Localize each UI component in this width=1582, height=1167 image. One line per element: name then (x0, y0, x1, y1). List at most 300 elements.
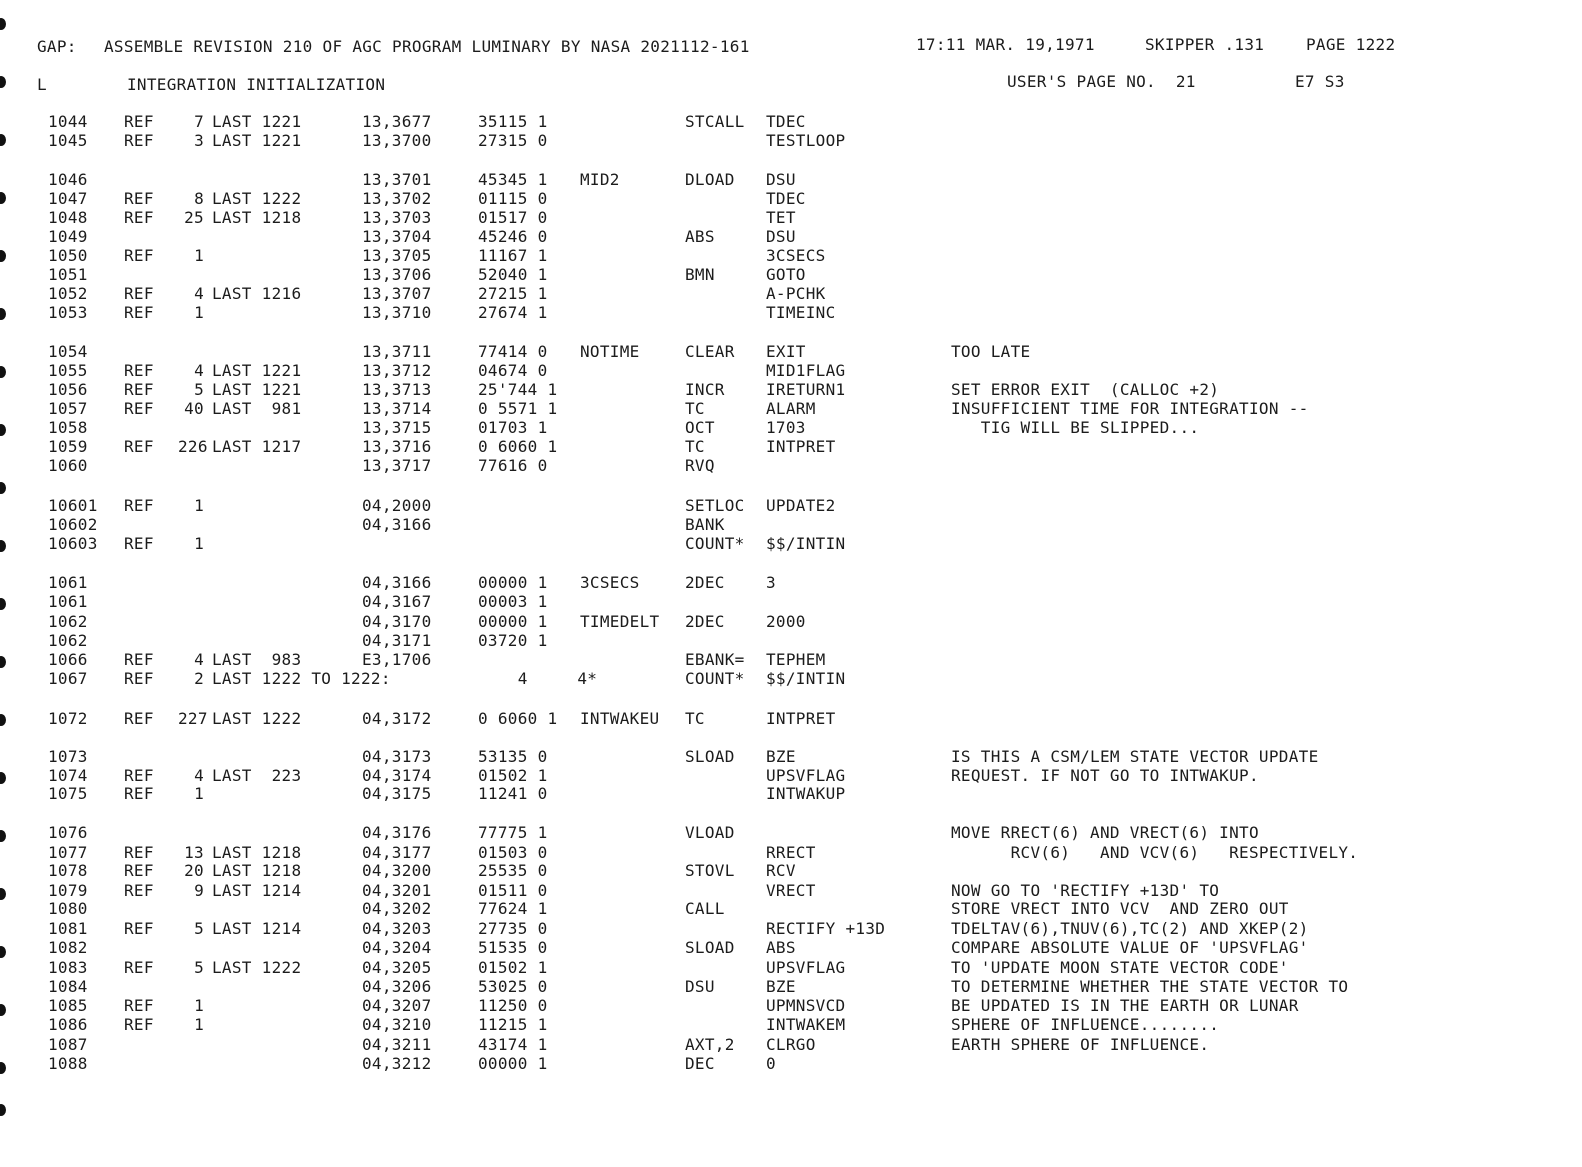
address: 13,3703 (362, 208, 432, 227)
line-number: 1061 (48, 592, 88, 611)
ref-tag: REF (124, 189, 154, 208)
last-ref: LAST 1222 (212, 958, 302, 977)
ref-tag: REF (124, 131, 154, 150)
last-ref: LAST 1218 (212, 861, 302, 880)
symbol-label: TIMEDELT (580, 612, 660, 631)
operand: TDEC (766, 112, 806, 131)
ref-tag: REF (124, 861, 154, 880)
address: 13,3713 (362, 380, 432, 399)
octal-code: 77414 0 (478, 342, 548, 361)
ref-count: 13 (184, 843, 204, 862)
ref-count: 25 (184, 208, 204, 227)
line-number: 1074 (48, 766, 88, 785)
address: 04,3201 (362, 881, 432, 900)
octal-code: 0 6060 1 (478, 437, 558, 456)
line-number: 1045 (48, 131, 88, 150)
line-number: 1059 (48, 437, 88, 456)
operand: 3 (766, 573, 776, 592)
page-number: PAGE 1222 (1306, 35, 1396, 54)
comment: TO DETERMINE WHETHER THE STATE VECTOR TO (951, 977, 1349, 996)
margin-hole-mark (0, 482, 6, 494)
octal-code: 00003 1 (478, 592, 548, 611)
address: 04,3206 (362, 977, 432, 996)
address: 13,3704 (362, 227, 432, 246)
octal-code: 01503 0 (478, 843, 548, 862)
line-number: 1054 (48, 342, 88, 361)
opcode: TC (685, 437, 705, 456)
ref-count: 4 (194, 284, 204, 303)
operand: INTPRET (766, 437, 836, 456)
octal-code: 01502 1 (478, 766, 548, 785)
comment: COMPARE ABSOLUTE VALUE OF 'UPSVFLAG' (951, 938, 1309, 957)
ref-count: 226 (178, 437, 208, 456)
operand: TIMEINC (766, 303, 836, 322)
address: 13,3705 (362, 246, 432, 265)
listing-row (0, 631, 1582, 650)
operand: 2000 (766, 612, 806, 631)
address: 04,3207 (362, 996, 432, 1015)
listing-row (0, 573, 1582, 592)
listing-mark: L (37, 75, 47, 94)
listing-row (0, 899, 1582, 918)
line-number: 10602 (48, 515, 98, 534)
address: 13,3701 (362, 170, 432, 189)
listing-row (0, 747, 1582, 766)
symbol-label: INTWAKEU (580, 709, 660, 728)
line-number: 1087 (48, 1035, 88, 1054)
ref-count: 1 (194, 1015, 204, 1034)
octal-code: 45345 1 (478, 170, 548, 189)
octal-code: 45246 0 (478, 227, 548, 246)
operand: ABS (766, 938, 796, 957)
octal-code: 01115 0 (478, 189, 548, 208)
assembly-title: ASSEMBLE REVISION 210 OF AGC PROGRAM LUMINARY BY NASA 2021112-161 (104, 37, 750, 56)
line-number: 1052 (48, 284, 88, 303)
ref-count: 8 (194, 189, 204, 208)
ref-tag: REF (124, 399, 154, 418)
line-number: 1073 (48, 747, 88, 766)
line-number: 10601 (48, 496, 98, 515)
line-number: 1086 (48, 1015, 88, 1034)
operand: MID1FLAG (766, 361, 846, 380)
octal-code: 27735 0 (478, 919, 548, 938)
comment: SPHERE OF INFLUENCE........ (951, 1015, 1220, 1034)
line-number: 1084 (48, 977, 88, 996)
octal-code: 77775 1 (478, 823, 548, 842)
operand: ALARM (766, 399, 816, 418)
octal-code: 77624 1 (478, 899, 548, 918)
address: 04,3210 (362, 1015, 432, 1034)
ref-count: 1 (194, 246, 204, 265)
line-number: 1075 (48, 784, 88, 803)
octal-code: 4 4* (478, 669, 598, 688)
line-number: 1067 (48, 669, 88, 688)
listing-row (0, 131, 1582, 150)
listing-row (0, 208, 1582, 227)
operand: UPDATE2 (766, 496, 836, 515)
octal-code: 00000 1 (478, 612, 548, 631)
ref-count: 1 (194, 534, 204, 553)
opcode: BANK (685, 515, 725, 534)
line-number: 1048 (48, 208, 88, 227)
ref-tag: REF (124, 843, 154, 862)
listing-row (0, 1054, 1582, 1073)
operand: VRECT (766, 881, 816, 900)
ref-count: 4 (194, 650, 204, 669)
line-number: 1044 (48, 112, 88, 131)
ref-tag: REF (124, 784, 154, 803)
comment: TIG WILL BE SLIPPED... (951, 418, 1200, 437)
opcode: TC (685, 709, 705, 728)
ref-tag: REF (124, 996, 154, 1015)
listing-row (0, 399, 1582, 418)
address: 04,3166 (362, 573, 432, 592)
last-ref: LAST 1221 (212, 361, 302, 380)
octal-code: 0 6060 1 (478, 709, 558, 728)
ref-tag: REF (124, 112, 154, 131)
operand: RCV (766, 861, 796, 880)
address: 04,3170 (362, 612, 432, 631)
address: 04,3167 (362, 592, 432, 611)
ref-count: 4 (194, 361, 204, 380)
listing-row (0, 843, 1582, 862)
operand: A-PCHK (766, 284, 826, 303)
last-ref: LAST 1218 (212, 843, 302, 862)
ref-count: 4 (194, 766, 204, 785)
comment: IS THIS A CSM/LEM STATE VECTOR UPDATE (951, 747, 1319, 766)
operand: $$/INTIN (766, 534, 846, 553)
listing-row (0, 342, 1582, 361)
line-number: 1081 (48, 919, 88, 938)
margin-hole-mark (0, 76, 6, 88)
address: 13,3710 (362, 303, 432, 322)
line-number: 1080 (48, 899, 88, 918)
ref-tag: REF (124, 1015, 154, 1034)
last-ref: LAST 223 (212, 766, 302, 785)
ref-count: 227 (178, 709, 208, 728)
comment: SET ERROR EXIT (CALLOC +2) (951, 380, 1220, 399)
comment: INSUFFICIENT TIME FOR INTEGRATION -- (951, 399, 1309, 418)
address: 04,3204 (362, 938, 432, 957)
octal-code: 43174 1 (478, 1035, 548, 1054)
operand: TEPHEM (766, 650, 826, 669)
octal-code: 11250 0 (478, 996, 548, 1015)
opcode: COUNT* (685, 669, 745, 688)
address: 04,3174 (362, 766, 432, 785)
address: 13,3716 (362, 437, 432, 456)
operand: CLRGO (766, 1035, 816, 1054)
octal-code: 0 5571 1 (478, 399, 558, 418)
operand: UPMNSVCD (766, 996, 846, 1015)
address: 04,3212 (362, 1054, 432, 1073)
octal-code: 27215 1 (478, 284, 548, 303)
octal-code: 25'744 1 (478, 380, 558, 399)
margin-hole-mark (0, 1104, 6, 1116)
address: 13,3714 (362, 399, 432, 418)
octal-code: 01511 0 (478, 881, 548, 900)
opcode: BMN (685, 265, 715, 284)
listing-row (0, 303, 1582, 322)
ref-count: 5 (194, 958, 204, 977)
operand: 1703 (766, 418, 806, 437)
ref-tag: REF (124, 709, 154, 728)
assembler-tag: GAP: (37, 37, 77, 56)
address: 04,3203 (362, 919, 432, 938)
address: 13,3717 (362, 456, 432, 475)
line-number: 1062 (48, 631, 88, 650)
ref-tag: REF (124, 208, 154, 227)
opcode: DLOAD (685, 170, 735, 189)
listing-row (0, 996, 1582, 1015)
ref-count: 5 (194, 380, 204, 399)
listing-row (0, 592, 1582, 611)
opcode: CALL (685, 899, 725, 918)
listing-row (0, 1015, 1582, 1034)
octal-code: 35115 1 (478, 112, 548, 131)
ref-count: 1 (194, 784, 204, 803)
section-codes: E7 S3 (1295, 72, 1345, 91)
operand: RECTIFY +13D (766, 919, 886, 938)
listing-row (0, 361, 1582, 380)
line-number: 1046 (48, 170, 88, 189)
comment: EARTH SPHERE OF INFLUENCE. (951, 1035, 1210, 1054)
ref-count: 5 (194, 919, 204, 938)
opcode: STOVL (685, 861, 735, 880)
octal-code: 25535 0 (478, 861, 548, 880)
line-number: 1057 (48, 399, 88, 418)
opcode: 2DEC (685, 612, 725, 631)
address: 13,3702 (362, 189, 432, 208)
operand: RRECT (766, 843, 816, 862)
operand: INTWAKEM (766, 1015, 846, 1034)
opcode: SLOAD (685, 747, 735, 766)
comment: STORE VRECT INTO VCV AND ZERO OUT (951, 899, 1289, 918)
line-number: 1061 (48, 573, 88, 592)
opcode: CLEAR (685, 342, 735, 361)
operand: INTPRET (766, 709, 836, 728)
last-ref: LAST 1222 (212, 189, 302, 208)
listing-row (0, 977, 1582, 996)
octal-code: 51535 0 (478, 938, 548, 957)
listing-row (0, 437, 1582, 456)
octal-code: 53025 0 (478, 977, 548, 996)
ref-tag: REF (124, 284, 154, 303)
listing-row (0, 766, 1582, 785)
line-number: 1062 (48, 612, 88, 631)
comment: RCV(6) AND VCV(6) RESPECTIVELY. (951, 843, 1359, 862)
operand: DSU (766, 227, 796, 246)
address: 04,3202 (362, 899, 432, 918)
listing-row (0, 784, 1582, 803)
operand: 3CSECS (766, 246, 826, 265)
listing-row (0, 265, 1582, 284)
comment: TOO LATE (951, 342, 1031, 361)
comment: BE UPDATED IS IN THE EARTH OR LUNAR (951, 996, 1299, 1015)
ref-tag: REF (124, 361, 154, 380)
operand: TET (766, 208, 796, 227)
address: 13,3677 (362, 112, 432, 131)
octal-code: 01703 1 (478, 418, 548, 437)
operand: $$/INTIN (766, 669, 846, 688)
operand: IRETURN1 (766, 380, 846, 399)
line-number: 1077 (48, 843, 88, 862)
line-number: 1049 (48, 227, 88, 246)
listing-row (0, 919, 1582, 938)
ref-count: 7 (194, 112, 204, 131)
listing-row (0, 227, 1582, 246)
operand: TDEC (766, 189, 806, 208)
octal-code: 01517 0 (478, 208, 548, 227)
line-number: 1058 (48, 418, 88, 437)
address: 04,3175 (362, 784, 432, 803)
line-number: 1082 (48, 938, 88, 957)
address: 04,3171 (362, 631, 432, 650)
octal-code: 00000 1 (478, 1054, 548, 1073)
listing-row (0, 823, 1582, 842)
last-ref: LAST 1216 (212, 284, 302, 303)
line-number: 1053 (48, 303, 88, 322)
listing-row (0, 496, 1582, 515)
octal-code: 11167 1 (478, 246, 548, 265)
opcode: OCT (685, 418, 715, 437)
ref-count: 3 (194, 131, 204, 150)
ref-tag: REF (124, 881, 154, 900)
listing-row (0, 170, 1582, 189)
listing-row (0, 456, 1582, 475)
skipper-version: SKIPPER .131 (1145, 35, 1265, 54)
address: 13,3706 (362, 265, 432, 284)
symbol-label: MID2 (580, 170, 620, 189)
line-number: 1079 (48, 881, 88, 900)
section-title: INTEGRATION INITIALIZATION (127, 75, 386, 94)
last-ref: LAST 1217 (212, 437, 302, 456)
opcode: AXT,2 (685, 1035, 735, 1054)
ref-count: 9 (194, 881, 204, 900)
opcode: COUNT* (685, 534, 745, 553)
listing-row (0, 1035, 1582, 1054)
line-number: 1060 (48, 456, 88, 475)
listing-row (0, 669, 1582, 688)
address: 04,3173 (362, 747, 432, 766)
line-number: 10603 (48, 534, 98, 553)
listing-row (0, 246, 1582, 265)
operand: BZE (766, 747, 796, 766)
comment: REQUEST. IF NOT GO TO INTWAKUP. (951, 766, 1259, 785)
operand: 0 (766, 1054, 776, 1073)
ref-count: 40 (184, 399, 204, 418)
last-ref: LAST 1218 (212, 208, 302, 227)
listing-row (0, 380, 1582, 399)
listing-row (0, 958, 1582, 977)
ref-tag: REF (124, 380, 154, 399)
comment: MOVE RRECT(6) AND VRECT(6) INTO (951, 823, 1259, 842)
opcode: VLOAD (685, 823, 735, 842)
opcode: EBANK= (685, 650, 745, 669)
address: 04,3200 (362, 861, 432, 880)
listing-row (0, 284, 1582, 303)
line-number: 1051 (48, 265, 88, 284)
symbol-label: 3CSECS (580, 573, 640, 592)
octal-code: 53135 0 (478, 747, 548, 766)
margin-hole-mark (0, 18, 6, 30)
listing-row (0, 534, 1582, 553)
address: 04,3211 (362, 1035, 432, 1054)
listing-row (0, 189, 1582, 208)
line-number: 1083 (48, 958, 88, 977)
listing-row (0, 938, 1582, 957)
line-number: 1078 (48, 861, 88, 880)
line-number: 1085 (48, 996, 88, 1015)
listing-row (0, 112, 1582, 131)
address: 04,3177 (362, 843, 432, 862)
ref-tag: REF (124, 958, 154, 977)
listing-row (0, 418, 1582, 437)
symbol-label: NOTIME (580, 342, 640, 361)
line-number: 1056 (48, 380, 88, 399)
listing-row (0, 709, 1582, 728)
address: 04,3176 (362, 823, 432, 842)
ref-tag: REF (124, 496, 154, 515)
octal-code: 04674 0 (478, 361, 548, 380)
ref-tag: REF (124, 246, 154, 265)
ref-tag: REF (124, 303, 154, 322)
last-ref: LAST 1222 (212, 709, 302, 728)
ref-tag: REF (124, 919, 154, 938)
octal-code: 03720 1 (478, 631, 548, 650)
last-ref: LAST 1222 TO 1222: (212, 669, 391, 688)
address: 04,3172 (362, 709, 432, 728)
octal-code: 11241 0 (478, 784, 548, 803)
opcode: SLOAD (685, 938, 735, 957)
opcode: TC (685, 399, 705, 418)
last-ref: LAST 1214 (212, 881, 302, 900)
ref-count: 1 (194, 303, 204, 322)
comment: TO 'UPDATE MOON STATE VECTOR CODE' (951, 958, 1289, 977)
ref-tag: REF (124, 534, 154, 553)
ref-tag: REF (124, 669, 154, 688)
address: 04,3205 (362, 958, 432, 977)
opcode: STCALL (685, 112, 745, 131)
octal-code: 27315 0 (478, 131, 548, 150)
octal-code: 00000 1 (478, 573, 548, 592)
octal-code: 11215 1 (478, 1015, 548, 1034)
comment: NOW GO TO 'RECTIFY +13D' TO (951, 881, 1220, 900)
opcode: DEC (685, 1054, 715, 1073)
address: 13,3707 (362, 284, 432, 303)
operand: TESTLOOP (766, 131, 846, 150)
user-page-number: USER'S PAGE NO. 21 (1007, 72, 1196, 91)
ref-count: 2 (194, 669, 204, 688)
line-number: 1072 (48, 709, 88, 728)
opcode: SETLOC (685, 496, 745, 515)
opcode: RVQ (685, 456, 715, 475)
line-number: 1076 (48, 823, 88, 842)
last-ref: LAST 1221 (212, 380, 302, 399)
address: 13,3712 (362, 361, 432, 380)
address: 13,3700 (362, 131, 432, 150)
operand: EXIT (766, 342, 806, 361)
line-number: 1088 (48, 1054, 88, 1073)
line-number: 1047 (48, 189, 88, 208)
comment: TDELTAV(6),TNUV(6),TC(2) AND XKEP(2) (951, 919, 1309, 938)
last-ref: LAST 981 (212, 399, 302, 418)
ref-count: 20 (184, 861, 204, 880)
last-ref: LAST 1221 (212, 131, 302, 150)
address: 13,3715 (362, 418, 432, 437)
address: 13,3711 (362, 342, 432, 361)
operand: UPSVFLAG (766, 958, 846, 977)
opcode: ABS (685, 227, 715, 246)
